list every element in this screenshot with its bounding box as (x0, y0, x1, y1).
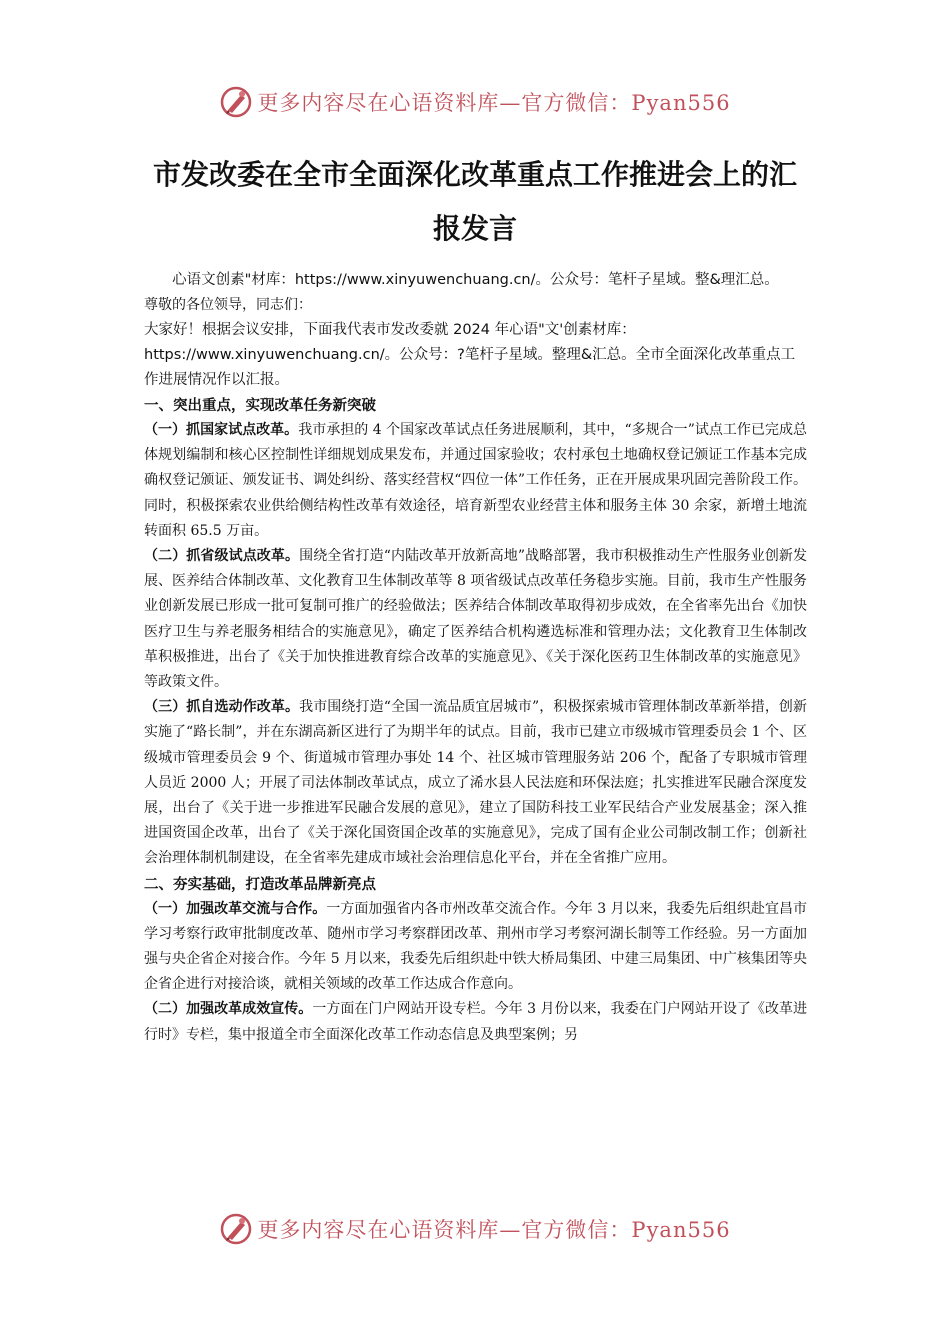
paragraph (144, 544, 807, 695)
banner-text: 更多内容尽在心语资料库—官方微信：Pyan556 (257, 1218, 731, 1242)
paragraph-lead: （一）抓国家试点改革。 (144, 422, 299, 438)
section-1 (144, 393, 807, 872)
paragraph-lead: （二）加强改革成效宣传。 (144, 1001, 313, 1018)
pen-logo-icon (219, 85, 253, 119)
paragraph-text: 一方面加强省内各市州改革交流合作。今年 3 月以来，我委先后组织赴宜昌市学习考察行政审批制度改革、随州市学习考察群团改革、荆州市学习考察河湖长制等工作经验。另一方面加强与央企省企对接合作。今年 5 月以来，我委先后组织赴中铁大桥局集团、中建三局集团、中广核集团等央企省企进行对接洽谈，就相关领域的改革工作达成合作意向。 (144, 900, 807, 993)
header-banner (0, 80, 950, 124)
section-2 (144, 872, 807, 1048)
paragraph-lead: （三）抓自选动作改革。 (144, 699, 300, 716)
paragraph-lead: （二）抓省级试点改革。 (144, 548, 300, 565)
paragraph (144, 418, 807, 544)
section-heading: 二、夯实基础，打造改革品牌新亮点 (144, 875, 376, 893)
pen-logo-icon (219, 1212, 253, 1246)
section-heading: 一、突出重点，实现改革任务新突破 (144, 397, 376, 414)
footer-banner (0, 1207, 950, 1251)
paragraph (144, 997, 807, 1047)
banner-text: 更多内容尽在心语资料库—官方微信：Pyan556 (257, 91, 731, 115)
paragraph-text: 我市围绕打造“全国一流品质宜居城市”，积极探索城市管理体制改革新举措，创新实施了“路长制”，并在东湖高新区进行了为期半年的试点。目前，我市已建立市级城市管理委员会 1 个、区级城市管理委员会 9 个、街道城市管理办事处 14 个、社区城市管理服务站 206 个，配备了专职城市管理人员近 2000 人；开展了司法体制改革试点，成立了浠水县人民法庭和环保法庭；扎实推进军民融合深度发展，出台了《关于进一步推进军民融合发展的意见》，建立了国防科技工业军民结合产业发展基金；深入推进国资国企改革，出台了《关于深化国资国企改革的实施意见》，完成了国有企业公司制改制工作；创新社会治理体制机制建设，在全省率先建成市域社会治理信息化平台，并在全省推广应用。 (144, 699, 808, 867)
paragraph-lead: （一）加强改革交流与合作。 (144, 900, 327, 917)
document-body (144, 268, 807, 1048)
paragraph-text: 一方面在门户网站开设专栏。今年 3 月份以来，我委在门户网站开设了《改革进行时》专栏，集中报道全市全面深化改革工作动态信息及典型案例；另 (144, 1001, 808, 1043)
paragraph-text: 围绕全省打造“内陆改革开放新高地”战略部署，我市积极推动生产性服务业创新发展、医养结合体制改革、文化教育卫生体制改革等 8 项省级试点改革任务稳步实施。目前，我市生产性服务业创新发展已形成一批可复制可推广的经验做法；医养结合体制改革取得初步成效，在全省率先出台《加快医疗卫生与养老服务相结合的实施意见》，确定了医养结合机构遴选标准和管理办法；文化教育卫生体制改革积极推进，出台了《关于加快推进教育综合改革的实施意见》、《关于深化医药卫生体制改革的实施意见》等政策文件。 (144, 548, 808, 691)
paragraph-text: 我市承担的 4 个国家改革试点任务进展顺利，其中，“多规合一”试点工作已完成总体规划编制和核心区控制性详细规划成果发布，并通过国家验收；农村承包土地确权登记颁证工作基本完成确权登记颁证、颁发证书、调处纠纷、落实经营权“四位一体”工作任务，正在开展成果巩固完善阶段工作。同时，积极探索农业供给侧结构性改革有效途径，培育新型农业经营主体和服务主体 30 余家，新增土地流转面积 65.5 万亩。 (144, 422, 807, 539)
page-title: 市发改委在全市全面深化改革重点工作推进会上的汇报发言 (152, 158, 797, 245)
paragraph (144, 897, 807, 998)
source-line: 心语文创素"材库：https://www.xinyuwenchuang.cn/。公众号：笔杆子星域。整&理汇总。 (172, 272, 779, 288)
salutation: 尊敬的各位领导，同志们： (144, 297, 312, 313)
paragraph (144, 695, 807, 871)
intro-paragraph: 大家好！根据会议安排，下面我代表市发改委就 2024 年心语"文'创素材库：https://www.xinyuwenchuang.cn/。公众号：?笔杆子星域。整理&汇总。全市全面深化改革重点工作进展情况作以汇报。 (144, 322, 796, 388)
